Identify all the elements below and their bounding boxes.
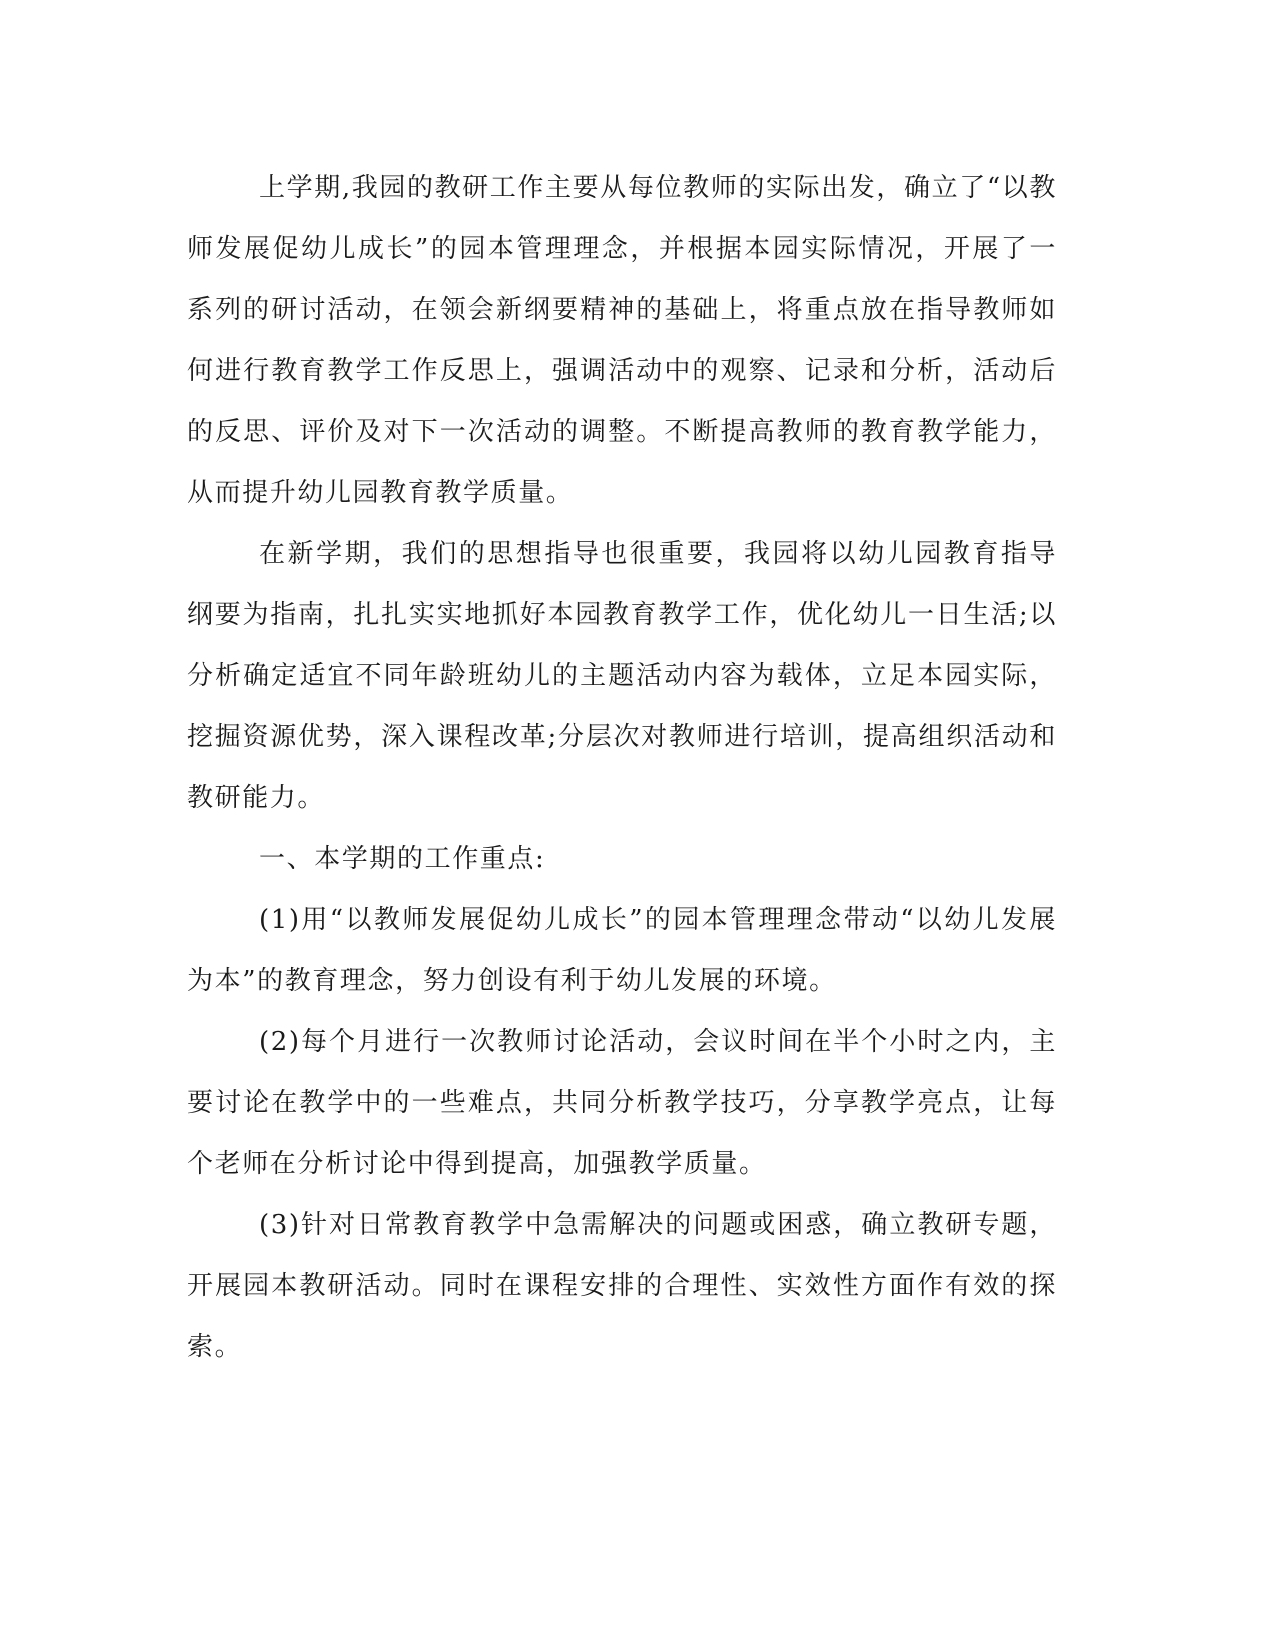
list-item-3: (3)针对日常教育教学中急需解决的问题或困惑，确立教研专题，开展园本教研活动。同时在课程安排的合理性、实效性方面作有效的探索。: [187, 1210, 1057, 1362]
list-item-1: (1)用“以教师发展促幼儿成长”的园本管理理念带动“以幼儿发展为本”的教育理念，努力创设有利于幼儿发展的环境。: [187, 905, 1057, 996]
document-body: [187, 158, 1057, 1378]
paragraph-new-semester: 在新学期，我们的思想指导也很重要，我园将以幼儿园教育指导纲要为指南，扎扎实实地抓好本园教育教学工作，优化幼儿一日生活;以分析确定适宜不同年龄班幼儿的主题活动内容为载体，立足本园实际，挖掘资源优势，深入课程改革;分层次对教师进行培训，提高组织活动和教研能力。: [187, 539, 1057, 813]
list-item-2: (2)每个月进行一次教师讨论活动，会议时间在半个小时之内，主要讨论在教学中的一些难点，共同分析教学技巧，分享教学亮点，让每个老师在分析讨论中得到提高，加强教学质量。: [187, 1027, 1057, 1179]
paragraph-intro-last-semester: 上学期,我园的教研工作主要从每位教师的实际出发，确立了“以教师发展促幼儿成长”的园本管理理念，并根据本园实际情况，开展了一系列的研讨活动，在领会新纲要精神的基础上，将重点放在指导教师如何进行教育教学工作反思上，强调活动中的观察、记录和分析，活动后的反思、评价及对下一次活动的调整。不断提高教师的教育教学能力，从而提升幼儿园教育教学质量。: [187, 173, 1057, 508]
section-heading-work-focus: 一、本学期的工作重点:: [259, 844, 546, 874]
